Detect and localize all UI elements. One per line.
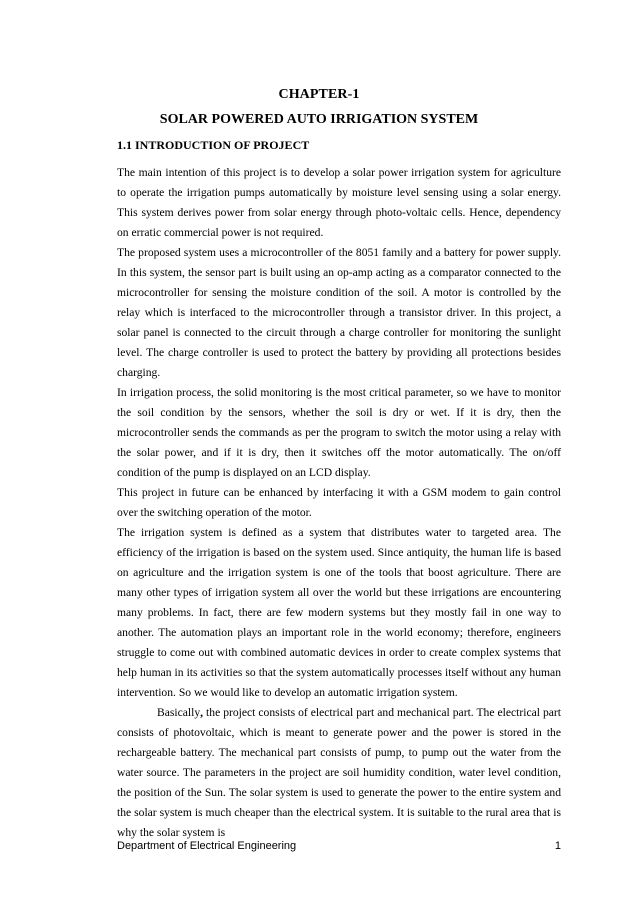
paragraph: In irrigation process, the solid monitoring is the most critical parameter, so we have to monitor the soil condition by the sensors, whether the soil is dry or wet. If it is dry, then the microcontroller sends the commands as per the program to switch the motor using a relay with the solar power, and if it is dry, then it switches off the motor automatically. The on/off condition of the pump is displayed on an LCD display. xyxy=(117,386,561,479)
body-text xyxy=(117,163,561,843)
paragraph: The main intention of this project is to develop a solar power irrigation system for agriculture to operate the irrigation pumps automatically by moisture level sensing using a solar energy. This system derives power from solar energy through photo-voltaic cells. Hence, dependency on erratic commercial power is not required. xyxy=(117,166,561,239)
paragraph: This project in future can be enhanced by interfacing it with a GSM modem to gain control over the switching operation of the motor. xyxy=(117,486,561,519)
paragraph-rest: the project consists of electrical part and mechanical part. The electrical part consists of photovoltaic, which is meant to generate power and the power is stored in the rechargeable battery. The mechanical part consists of pump, to pump out the water from the water source. The parameters in the project are soil humidity condition, water level condition, the position of the Sun. The solar system is used to generate the power to the entire system and the solar system is much cheaper than the electrical system. It is suitable to the rural area that is why the solar system is xyxy=(117,706,561,839)
page-number: 1 xyxy=(554,840,561,852)
document-title: SOLAR POWERED AUTO IRRIGATION SYSTEM xyxy=(159,112,479,127)
bold-comma: , xyxy=(200,706,204,719)
footer-department: Department of Electrical Engineering xyxy=(117,840,297,852)
paragraph: The proposed system uses a microcontroller of the 8051 family and a battery for power supply. In this system, the sensor part is built using an op-amp acting as a comparator connected to the microcontroller for sensing the moisture condition of the soil. A motor is controlled by the relay which is interfaced to the microcontroller through a transistor driver. In this project, a solar panel is connected to the circuit through a charge controller for monitoring the sunlight level. The charge controller is used to protect the battery by providing all protections besides charging. xyxy=(117,246,561,379)
section-heading: 1.1 INTRODUCTION OF PROJECT xyxy=(117,138,310,152)
chapter-label: CHAPTER-1 xyxy=(278,87,360,102)
paragraph-lead: Basically xyxy=(157,706,201,719)
paragraph-basically xyxy=(117,703,561,843)
paragraph: The irrigation system is defined as a system that distributes water to targeted area. The efficiency of the irrigation is based on the system used. Since antiquity, the human life is based on agriculture and the irrigation system is one of the tools that boost agriculture. There are many other types of irrigation system all over the world but these irrigations are encountering many problems. In fact, there are few modern systems but they mostly fail in one way to another. The automation plays an important role in the world economy; therefore, engineers struggle to come out with combined automatic devices in order to create complex systems that help human in its activities so that the system automatically processes itself without any human intervention. So we would like to develop an automatic irrigation system. xyxy=(117,526,561,699)
